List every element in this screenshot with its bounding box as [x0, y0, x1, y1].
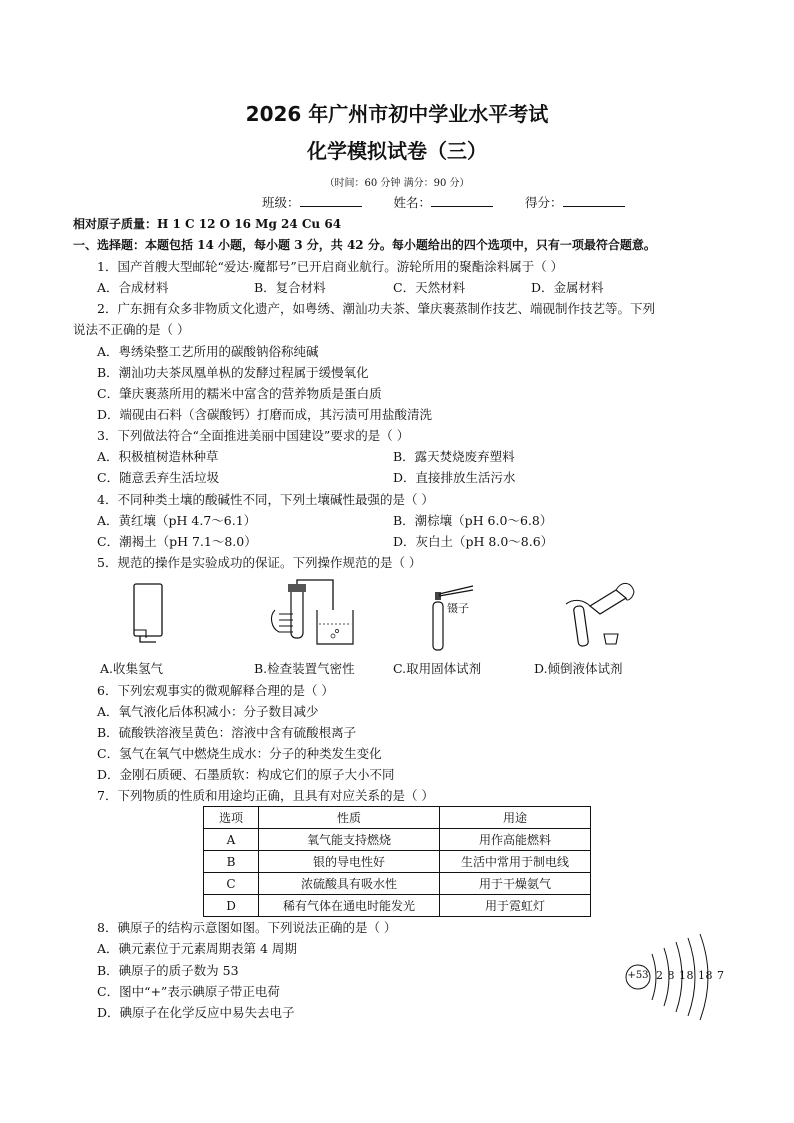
q5-option-c: C.取用固体试剂	[393, 661, 482, 676]
take-solid-figure	[425, 580, 495, 652]
class-blank[interactable]	[300, 195, 362, 207]
table-cell: 浓硫酸具有吸水性	[259, 873, 440, 895]
name-label: 姓名：	[393, 195, 432, 210]
score-blank[interactable]	[563, 195, 625, 207]
q8-option-c: C．图中“+”表示碘原子带正电荷	[97, 984, 280, 999]
exam-title: 2026 年广州市初中学业水平考试	[245, 102, 549, 126]
q4-stem: 4．不同种类土壤的酸碱性不同，下列土壤碱性最强的是（ ）	[97, 492, 434, 507]
q4-option-c: C．潮褐土（pH 7.1～8.0）	[97, 534, 257, 549]
score-label: 得分：	[525, 195, 563, 210]
table-cell: B	[204, 851, 259, 873]
q6-stem: 6．下列宏观事实的微观解释合理的是（ ）	[97, 683, 334, 698]
q2-stem-line2: 说法不正确的是（ ）	[73, 322, 190, 337]
q7-stem: 7．下列物质的性质和用途均正确，且具有对应关系的是（ ）	[97, 788, 434, 803]
q5-option-a: A.收集氢气	[100, 661, 164, 676]
q3-option-c: C．随意丢弃生活垃圾	[97, 470, 220, 485]
q2-option-a: A．粤绣染整工艺所用的碳酸钠俗称纯碱	[97, 344, 319, 359]
q3-option-b: B．露天焚烧废弃塑料	[393, 449, 515, 464]
q5-option-d: D.倾倒液体试剂	[534, 661, 623, 676]
q6-option-c: C．氢气在氧气中燃烧生成水：分子的种类发生变化	[97, 746, 382, 761]
pour-liquid-figure	[560, 576, 640, 652]
table-row	[204, 895, 591, 917]
class-label: 班级：	[262, 195, 300, 210]
q2-option-d: D．端砚由石料（含碳酸钙）打磨而成，其污渍可用盐酸清洗	[97, 407, 433, 422]
q3-stem: 3．下列做法符合“全面推进美丽中国建设”要求的是（ ）	[97, 428, 410, 443]
q8-option-b: B．碘原子的质子数为 53	[97, 963, 239, 978]
table-cell: C	[204, 873, 259, 895]
q4-option-d: D．灰白土（pH 8.0～8.6）	[393, 534, 554, 549]
q5-option-b: B.检查装置气密性	[254, 661, 355, 676]
q3-option-a: A．积极植树造林种草	[97, 449, 219, 464]
table-cell: 用于干燥氨气	[440, 873, 591, 895]
table-cell: 氧气能支持燃烧	[259, 829, 440, 851]
table-cell: 银的导电性好	[259, 851, 440, 873]
airtightness-check-figure	[265, 580, 365, 655]
table-cell: 生活中常用于制电线	[440, 851, 591, 873]
electron-shells: 2 8 18 18 7	[656, 969, 725, 982]
exam-subtitle-title: 化学模拟试卷（三）	[307, 139, 487, 163]
q4-option-a: A．黄红壤（pH 4.7～6.1）	[97, 513, 257, 528]
section1-heading: 一、选择题：本题包括 14 小题，每小题 3 分，共 42 分。每小题给出的四个选项中，只有一项最符合题意。	[73, 238, 656, 252]
table-row	[204, 873, 591, 895]
q5-stem: 5．规范的操作是实验成功的保证。下列操作规范的是（ ）	[97, 555, 422, 570]
table-cell: 用于霓虹灯	[440, 895, 591, 917]
table-cell: 稀有气体在通电时能发光	[259, 895, 440, 917]
collect-hydrogen-figure	[120, 580, 190, 652]
q1-option-d: D．金属材料	[531, 280, 604, 295]
exam-time-score: （时间：60 分钟 满分：90 分）	[324, 178, 470, 189]
q2-stem-line1: 2．广东拥有众多非物质文化遗产，如粤绣、潮汕功夫茶、肇庆裹蒸制作技艺、端砚制作技艺等。下列	[97, 301, 655, 316]
q8-option-a: A．碘元素位于元素周期表第 4 周期	[97, 941, 297, 956]
q8-option-d: D．碘原子在化学反应中易失去电子	[97, 1005, 295, 1020]
atomic-masses: 相对原子质量：H 1 C 12 O 16 Mg 24 Cu 64	[73, 217, 342, 231]
tweezers-label: 镊子	[447, 602, 469, 615]
table-cell: A	[204, 829, 259, 851]
table-header: 用途	[440, 807, 591, 829]
name-blank[interactable]	[431, 195, 493, 207]
q1-option-b: B．复合材料	[254, 280, 326, 295]
student-info-row	[262, 193, 625, 211]
q7-table	[203, 806, 591, 917]
q2-option-c: C．肇庆裹蒸所用的糯米中富含的营养物质是蛋白质	[97, 386, 382, 401]
q6-option-b: B．硫酸铁溶液呈黄色：溶液中含有硫酸根离子	[97, 725, 357, 740]
table-header: 选项	[204, 807, 259, 829]
table-row	[204, 829, 591, 851]
q6-option-d: D．金刚石质硬、石墨质软：构成它们的原子大小不同	[97, 767, 395, 782]
table-cell: 用作高能燃料	[440, 829, 591, 851]
q1-option-a: A．合成材料	[97, 280, 169, 295]
q2-option-b: B．潮汕功夫茶凤凰单枞的发酵过程属于缓慢氧化	[97, 365, 369, 380]
table-row	[204, 851, 591, 873]
q8-stem: 8．碘原子的结构示意图如图。下列说法正确的是（ ）	[97, 920, 397, 935]
q4-option-b: B．潮棕壤（pH 6.0～6.8）	[393, 513, 553, 528]
q3-option-d: D．直接排放生活污水	[393, 470, 516, 485]
table-cell: D	[204, 895, 259, 917]
table-header: 性质	[259, 807, 440, 829]
q1-option-c: C．天然材料	[393, 280, 466, 295]
q6-option-a: A．氧气液化后体积减小：分子数目减少	[97, 704, 319, 719]
nucleus-charge: +53	[627, 970, 649, 981]
table-header-row	[204, 807, 591, 829]
q1-stem: 1．国产首艘大型邮轮“爱达·魔都号”已开启商业航行。游轮所用的聚酯涂料属于（ ）	[97, 259, 564, 274]
